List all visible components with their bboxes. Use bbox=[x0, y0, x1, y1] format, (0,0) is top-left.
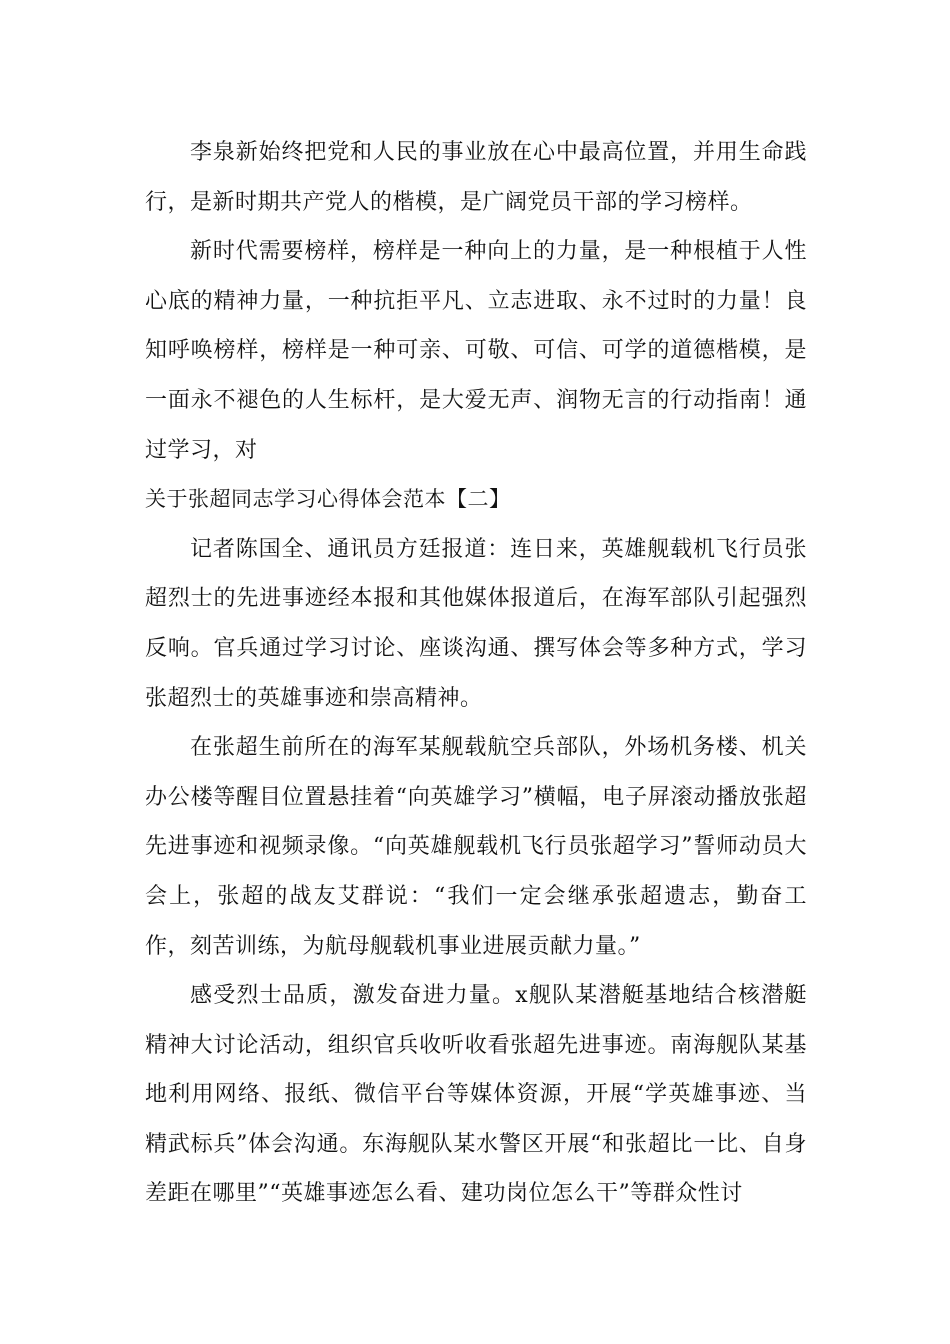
document-body bbox=[145, 128, 807, 1219]
paragraph: 在张超生前所在的海军某舰载航空兵部队，外场机务楼、机关办公楼等醒目位置悬挂着“向英雄学习”横幅，电子屏滚动播放张超先进事迹和视频录像。“向英雄舰载机飞行员张超学习”誓师动员大会上，张超的战友艾群说：“我们一定会继承张超遗志，勤奋工作，刻苦训练，为航母舰载机事业进展贡献力量。” bbox=[145, 735, 807, 959]
paragraph: 新时代需要榜样，榜样是一种向上的力量，是一种根植于人性心底的精神力量，一种抗拒平凡、立志进取、永不过时的力量！良知呼唤榜样，榜样是一种可亲、可敬、可信、可学的道德楷模，是一面永不褪色的人生标杆，是大爱无声、润物无言的行动指南！通过学习，对 bbox=[145, 239, 807, 463]
paragraph: 记者陈国全、通讯员方廷报道：连日来，英雄舰载机飞行员张超烈士的先进事迹经本报和其他媒体报道后，在海军部队引起强烈反响。官兵通过学习讨论、座谈沟通、撰写体会等多种方式，学习张超烈士的英雄事迹和崇高精神。 bbox=[145, 536, 807, 711]
paragraph: 感受烈士品质，激发奋进力量。x舰队某潜艇基地结合核潜艇精神大讨论活动，组织官兵收听收看张超先进事迹。南海舰队某基地利用网络、报纸、微信平台等媒体资源，开展“学英雄事迹、当精武标兵”体会沟通。东海舰队某水警区开展“和张超比一比、自身差距在哪里”“英雄事迹怎么看、建功岗位怎么干”等群众性讨 bbox=[145, 983, 807, 1207]
section-heading: 关于张超同志学习心得体会范本【二】 bbox=[145, 487, 511, 512]
paragraph: 李泉新始终把党和人民的事业放在心中最高位置，并用生命践行，是新时期共产党人的楷模，是广阔党员干部的学习榜样。 bbox=[145, 140, 807, 215]
